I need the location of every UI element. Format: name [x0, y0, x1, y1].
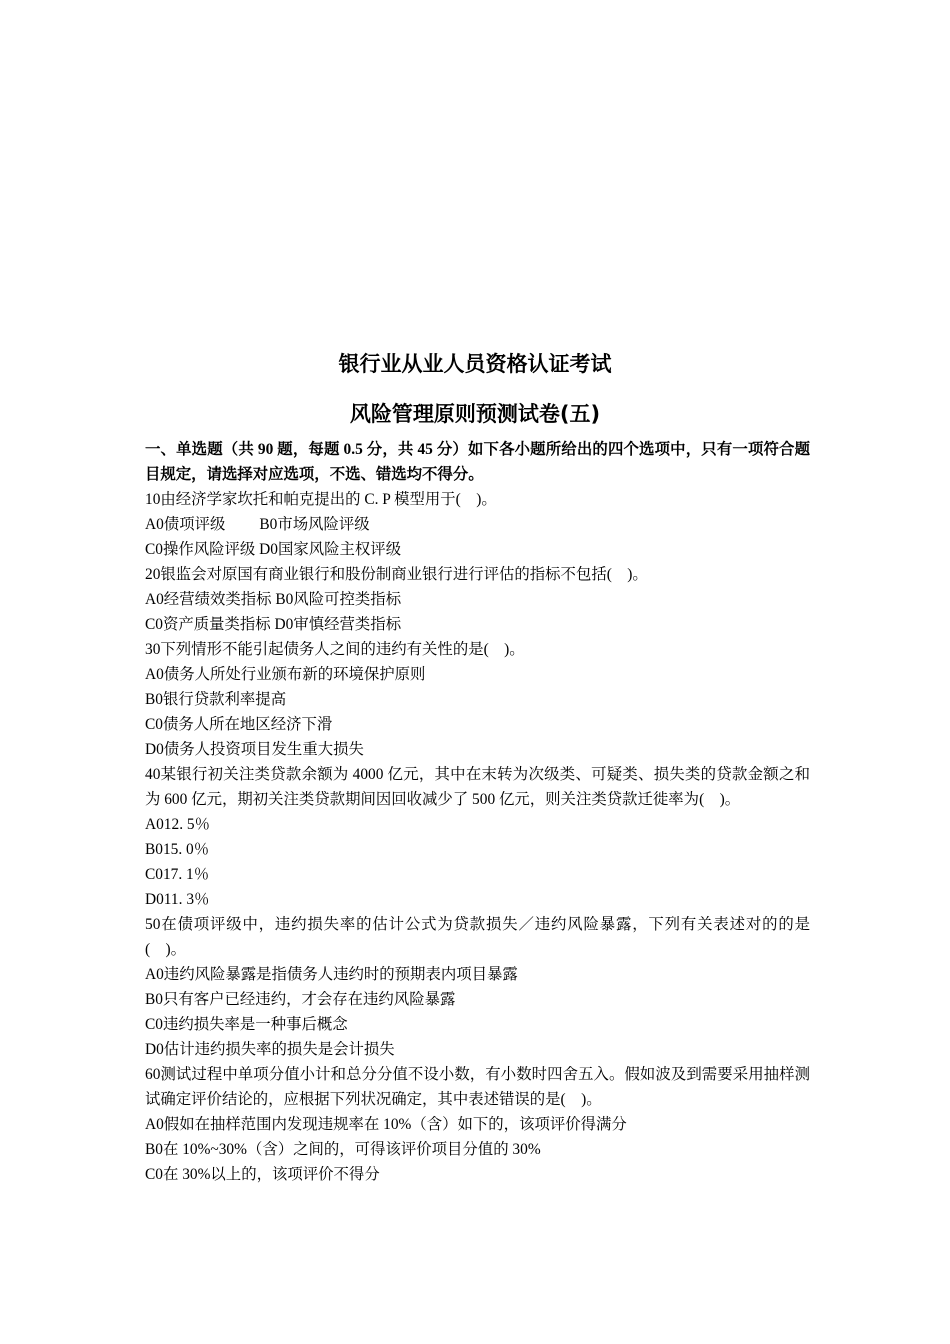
question-1: 10由经济学家坎托和帕克提出的 C. P 模型用于( )。 [145, 491, 497, 508]
question-6: 60测试过程中单项分值小计和总分分值不设小数，有小数时四舍五入。假如波及到需要采用抽样测试确定评价结论的，应根据下列状况确定，其中表述错误的是( )。 [145, 1066, 810, 1108]
question-5-option-a: A0违约风险暴露是指债务人违约时的预期表内项目暴露 [145, 966, 518, 983]
question-1-options-row-1 [145, 512, 810, 537]
question-4-option-c: C017. 1％ [145, 866, 210, 883]
question-6-option-b: B0在 10%~30%（含）之间的，可得该评价项目分值的 30% [145, 1141, 541, 1158]
question-1-options-row-2: C0操作风险评级 D0国家风险主权评级 [145, 541, 402, 558]
section-intro: 一、单选题（共 90 题，每题 0.5 分，共 45 分）如下各小题所给出的四个选项中，只有一项符合题目规定，请选择对应选项，不选、错选均不得分。 [145, 441, 810, 483]
question-3-option-b: B0银行贷款利率提高 [145, 691, 287, 708]
question-5-option-c: C0违约损失率是一种事后概念 [145, 1016, 348, 1033]
question-6-option-c: C0在 30%以上的，该项评价不得分 [145, 1166, 380, 1183]
question-5-option-b: B0只有客户已经违约，才会存在违约风险暴露 [145, 991, 456, 1008]
question-4-option-a: A012. 5％ [145, 816, 210, 833]
question-4: 40某银行初关注类贷款余额为 4000 亿元，其中在末转为次级类、可疑类、损失类的贷款金额之和为 600 亿元，期初关注类贷款期间因回收减少了 500 亿元，则关注类贷款迁徙率为( )。 [145, 766, 810, 808]
question-3: 30下列情形不能引起债务人之间的违约有关性的是( )。 [145, 641, 525, 658]
question-2-options-row-2: C0资产质量类指标 D0审慎经营类指标 [145, 616, 402, 633]
question-3-option-a: A0债务人所处行业颁布新的环境保护原则 [145, 666, 426, 683]
question-2-options-row-1: A0经营绩效类指标 B0风险可控类指标 [145, 591, 402, 608]
document-body [145, 437, 810, 1187]
question-2: 20银监会对原国有商业银行和股份制商业银行进行评估的指标不包括( )。 [145, 566, 648, 583]
question-5: 50在债项评级中，违约损失率的估计公式为贷款损失／违约风险暴露，下列有关表述对的的是( )。 [145, 916, 810, 958]
document-subtitle: 风险管理原则预测试卷(五) [349, 402, 601, 426]
question-1-option-a: A0债项评级 [145, 516, 226, 533]
question-5-option-d: D0估计违约损失率的损失是会计损失 [145, 1041, 395, 1058]
question-1-option-b: B0市场风险评级 [259, 516, 370, 533]
question-4-option-d: D011. 3％ [145, 891, 210, 908]
question-6-option-a: A0假如在抽样范围内发现违规率在 10%（含）如下的，该项评价得满分 [145, 1116, 627, 1133]
question-3-option-c: C0债务人所在地区经济下滑 [145, 716, 333, 733]
question-3-option-d: D0债务人投资项目发生重大损失 [145, 741, 364, 758]
document-title: 银行业从业人员资格认证考试 [338, 352, 612, 376]
question-4-option-b: B015. 0％ [145, 841, 210, 858]
